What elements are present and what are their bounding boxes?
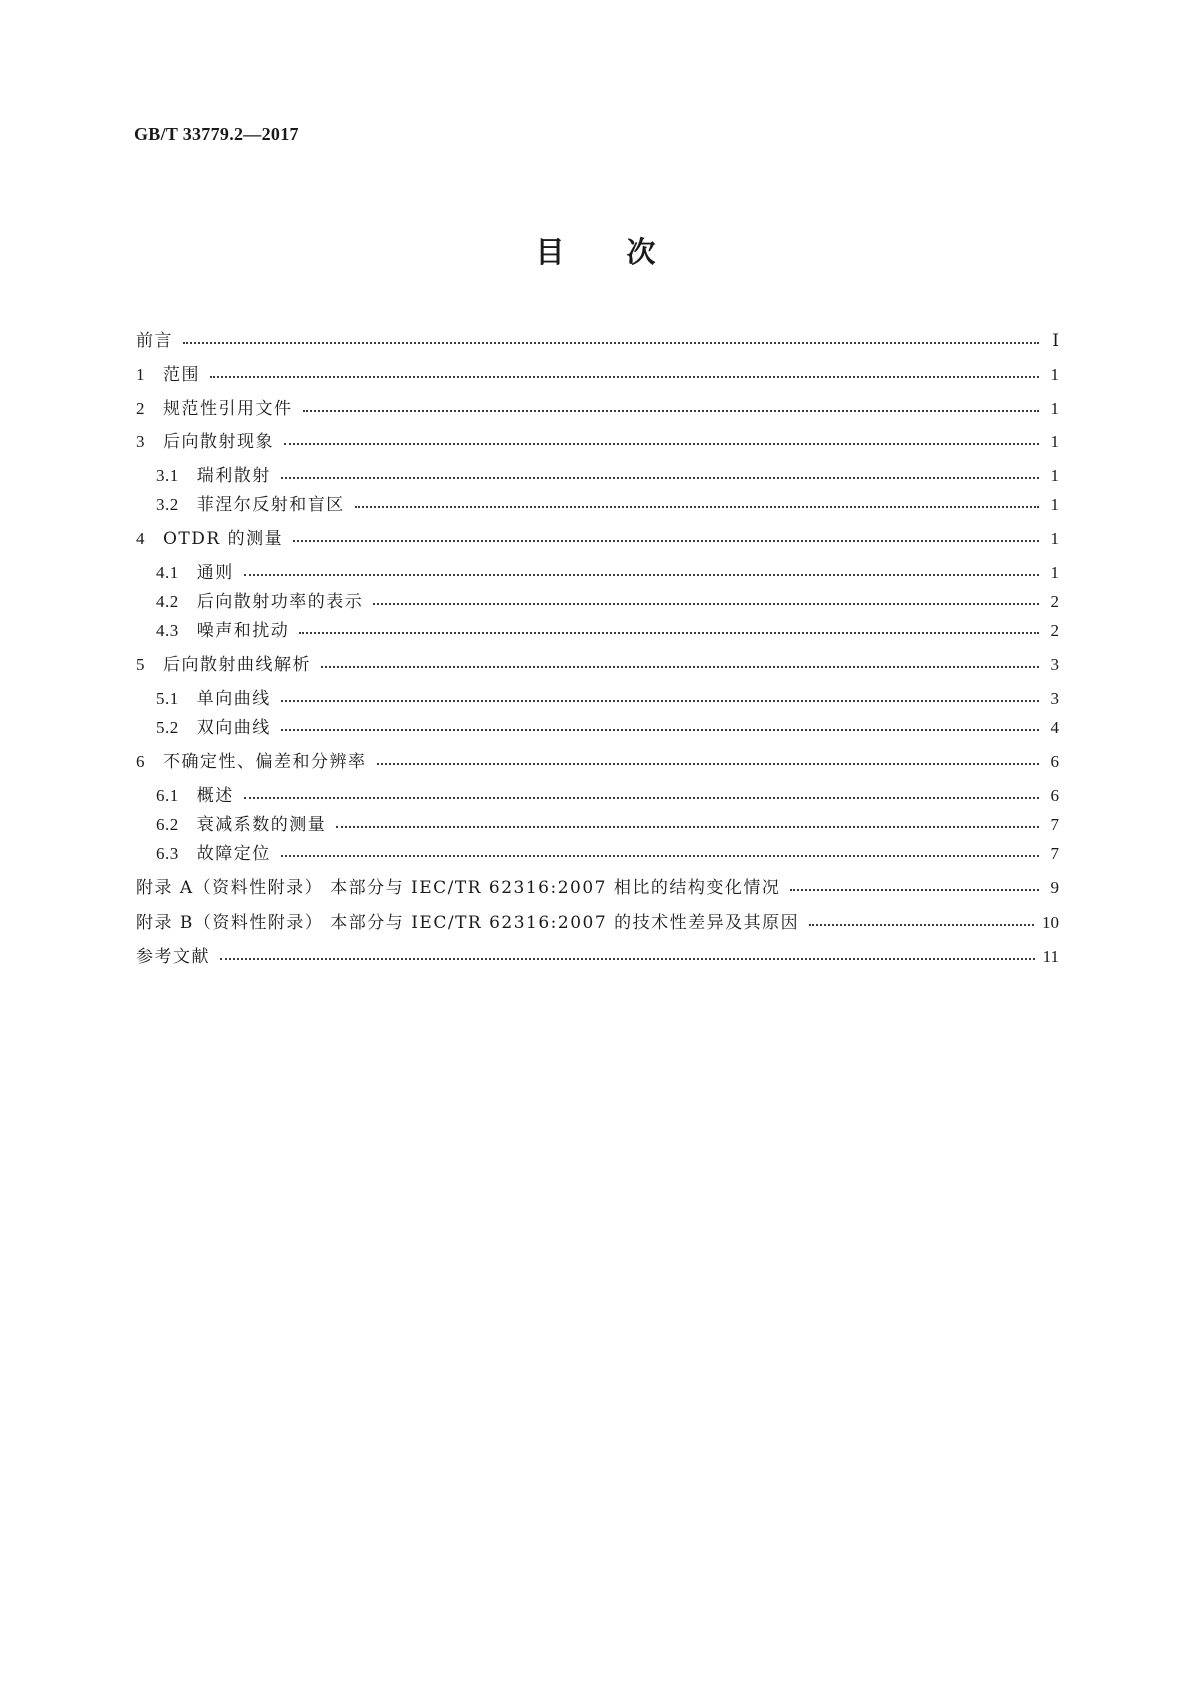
toc-entry-title: 后向散射现象 <box>163 432 274 452</box>
toc-entry-number: 4 <box>136 529 145 548</box>
toc-entry-4-2[interactable] <box>156 587 1059 613</box>
toc-entry-number: 5.1 <box>156 689 179 708</box>
dot-leader <box>293 540 1039 542</box>
toc-entry-preface[interactable] <box>136 326 1059 352</box>
toc-entry-page: 3 <box>1050 655 1059 674</box>
dot-leader <box>183 342 1039 344</box>
toc-entry-3[interactable] <box>136 427 1059 453</box>
toc-entry-page: 10 <box>1042 913 1059 932</box>
dot-leader <box>281 700 1039 702</box>
toc-entry-3-2[interactable] <box>156 490 1059 516</box>
toc-entry-page: 1 <box>1050 365 1059 384</box>
toc-entry-number: 6.2 <box>156 815 179 834</box>
toc-entry-5-2[interactable] <box>156 713 1059 739</box>
toc-entry-title: 双向曲线 <box>196 718 271 738</box>
toc-entry-6[interactable] <box>136 747 1059 773</box>
toc-entry-page: 1 <box>1050 466 1059 485</box>
toc-entry-title: 范围 <box>163 365 200 385</box>
dot-leader <box>355 506 1039 508</box>
toc-title: 目次 <box>535 235 718 269</box>
toc-entry-title: 后向散射功率的表示 <box>196 592 364 612</box>
toc-entry-page: Ⅰ <box>1052 331 1059 350</box>
toc-entry-annex-a[interactable] <box>136 873 1059 899</box>
toc-entry-number: 4.2 <box>156 592 179 611</box>
toc-entry-annex-b[interactable] <box>136 908 1059 934</box>
toc-entry-title: 通则 <box>196 563 234 583</box>
toc-entry-page: 1 <box>1050 495 1059 514</box>
toc-entry-number: 6 <box>136 752 145 771</box>
toc-entry-4[interactable] <box>136 524 1059 550</box>
dot-leader <box>220 958 1035 960</box>
dot-leader <box>373 603 1039 605</box>
toc-entry-title: 附录 A（资料性附录） 本部分与 IEC/TR 62316:2007 相比的结构变化情况 <box>136 878 781 898</box>
toc-entry-page: 9 <box>1050 878 1059 897</box>
toc-entry-page: 2 <box>1050 621 1059 640</box>
dot-leader <box>244 797 1039 799</box>
toc-entry-5[interactable] <box>136 650 1059 676</box>
toc-entry-5-1[interactable] <box>156 684 1059 710</box>
dot-leader <box>790 889 1039 891</box>
toc-entry-title: 瑞利散射 <box>196 466 271 486</box>
toc-entry-4-3[interactable] <box>156 616 1059 642</box>
toc-entry-page: 11 <box>1042 947 1059 966</box>
toc-entry-number: 6.1 <box>156 786 179 805</box>
toc-entry-title: 故障定位 <box>196 844 271 864</box>
toc-entry-page: 6 <box>1050 752 1059 771</box>
toc-entry-page: 1 <box>1050 563 1059 582</box>
toc-entry-number: 4.1 <box>156 563 179 582</box>
dot-leader <box>809 924 1034 926</box>
toc-entry-number: 1 <box>136 365 145 384</box>
toc-entry-6-1[interactable] <box>156 781 1059 807</box>
toc-entry-number: 3.1 <box>156 466 179 485</box>
dot-leader <box>336 826 1039 828</box>
toc-entry-page: 4 <box>1050 718 1059 737</box>
toc-entry-page: 1 <box>1050 432 1059 451</box>
toc-entry-title: OTDR 的测量 <box>163 529 284 549</box>
toc-entry-number: 4.3 <box>156 621 179 640</box>
dot-leader <box>303 410 1040 412</box>
toc-entry-number: 3.2 <box>156 495 179 514</box>
dot-leader <box>281 729 1039 731</box>
dot-leader <box>299 632 1039 634</box>
toc-entry-number: 6.3 <box>156 844 179 863</box>
dot-leader <box>210 376 1039 378</box>
toc-entry-page: 6 <box>1050 786 1059 805</box>
toc-entry-1[interactable] <box>136 360 1059 386</box>
toc-entry-title: 概述 <box>196 786 234 806</box>
dot-leader <box>281 477 1039 479</box>
toc-entry-page: 7 <box>1050 844 1059 863</box>
toc-entry-2[interactable] <box>136 394 1059 420</box>
dot-leader <box>281 855 1039 857</box>
toc-entry-4-1[interactable] <box>156 558 1059 584</box>
dot-leader <box>377 763 1040 765</box>
toc-entry-bibliography[interactable] <box>136 942 1059 968</box>
standard-code: GB/T 33779.2—2017 <box>134 124 299 144</box>
toc-entry-number: 5 <box>136 655 145 674</box>
toc-entry-title: 衰减系数的测量 <box>196 815 327 835</box>
toc-entry-title: 后向散射曲线解析 <box>163 655 311 675</box>
toc-entry-page: 3 <box>1050 689 1059 708</box>
toc-entry-page: 7 <box>1050 815 1059 834</box>
toc-entry-title: 菲涅尔反射和盲区 <box>196 495 345 515</box>
toc-entry-title: 不确定性、偏差和分辨率 <box>163 752 367 772</box>
dot-leader <box>284 443 1039 445</box>
dot-leader <box>321 666 1039 668</box>
toc-entry-page: 2 <box>1050 592 1059 611</box>
toc-entry-number: 5.2 <box>156 718 179 737</box>
toc-entry-number: 3 <box>136 432 145 451</box>
toc-entry-6-2[interactable] <box>156 810 1059 836</box>
toc-entry-page: 1 <box>1050 399 1059 418</box>
toc-entry-title: 规范性引用文件 <box>163 399 293 419</box>
toc-entry-3-1[interactable] <box>156 461 1059 487</box>
toc-entry-6-3[interactable] <box>156 839 1059 865</box>
toc-entry-title: 噪声和扰动 <box>196 621 290 641</box>
toc-entry-title: 参考文献 <box>136 947 210 967</box>
dot-leader <box>244 574 1039 576</box>
toc-entry-title: 单向曲线 <box>196 689 271 709</box>
toc-entry-title: 附录 B（资料性附录） 本部分与 IEC/TR 62316:2007 的技术性差异及其原因 <box>136 913 800 933</box>
toc-entry-title: 前言 <box>136 331 173 351</box>
toc-entry-number: 2 <box>136 399 145 418</box>
toc-entry-page: 1 <box>1050 529 1059 548</box>
